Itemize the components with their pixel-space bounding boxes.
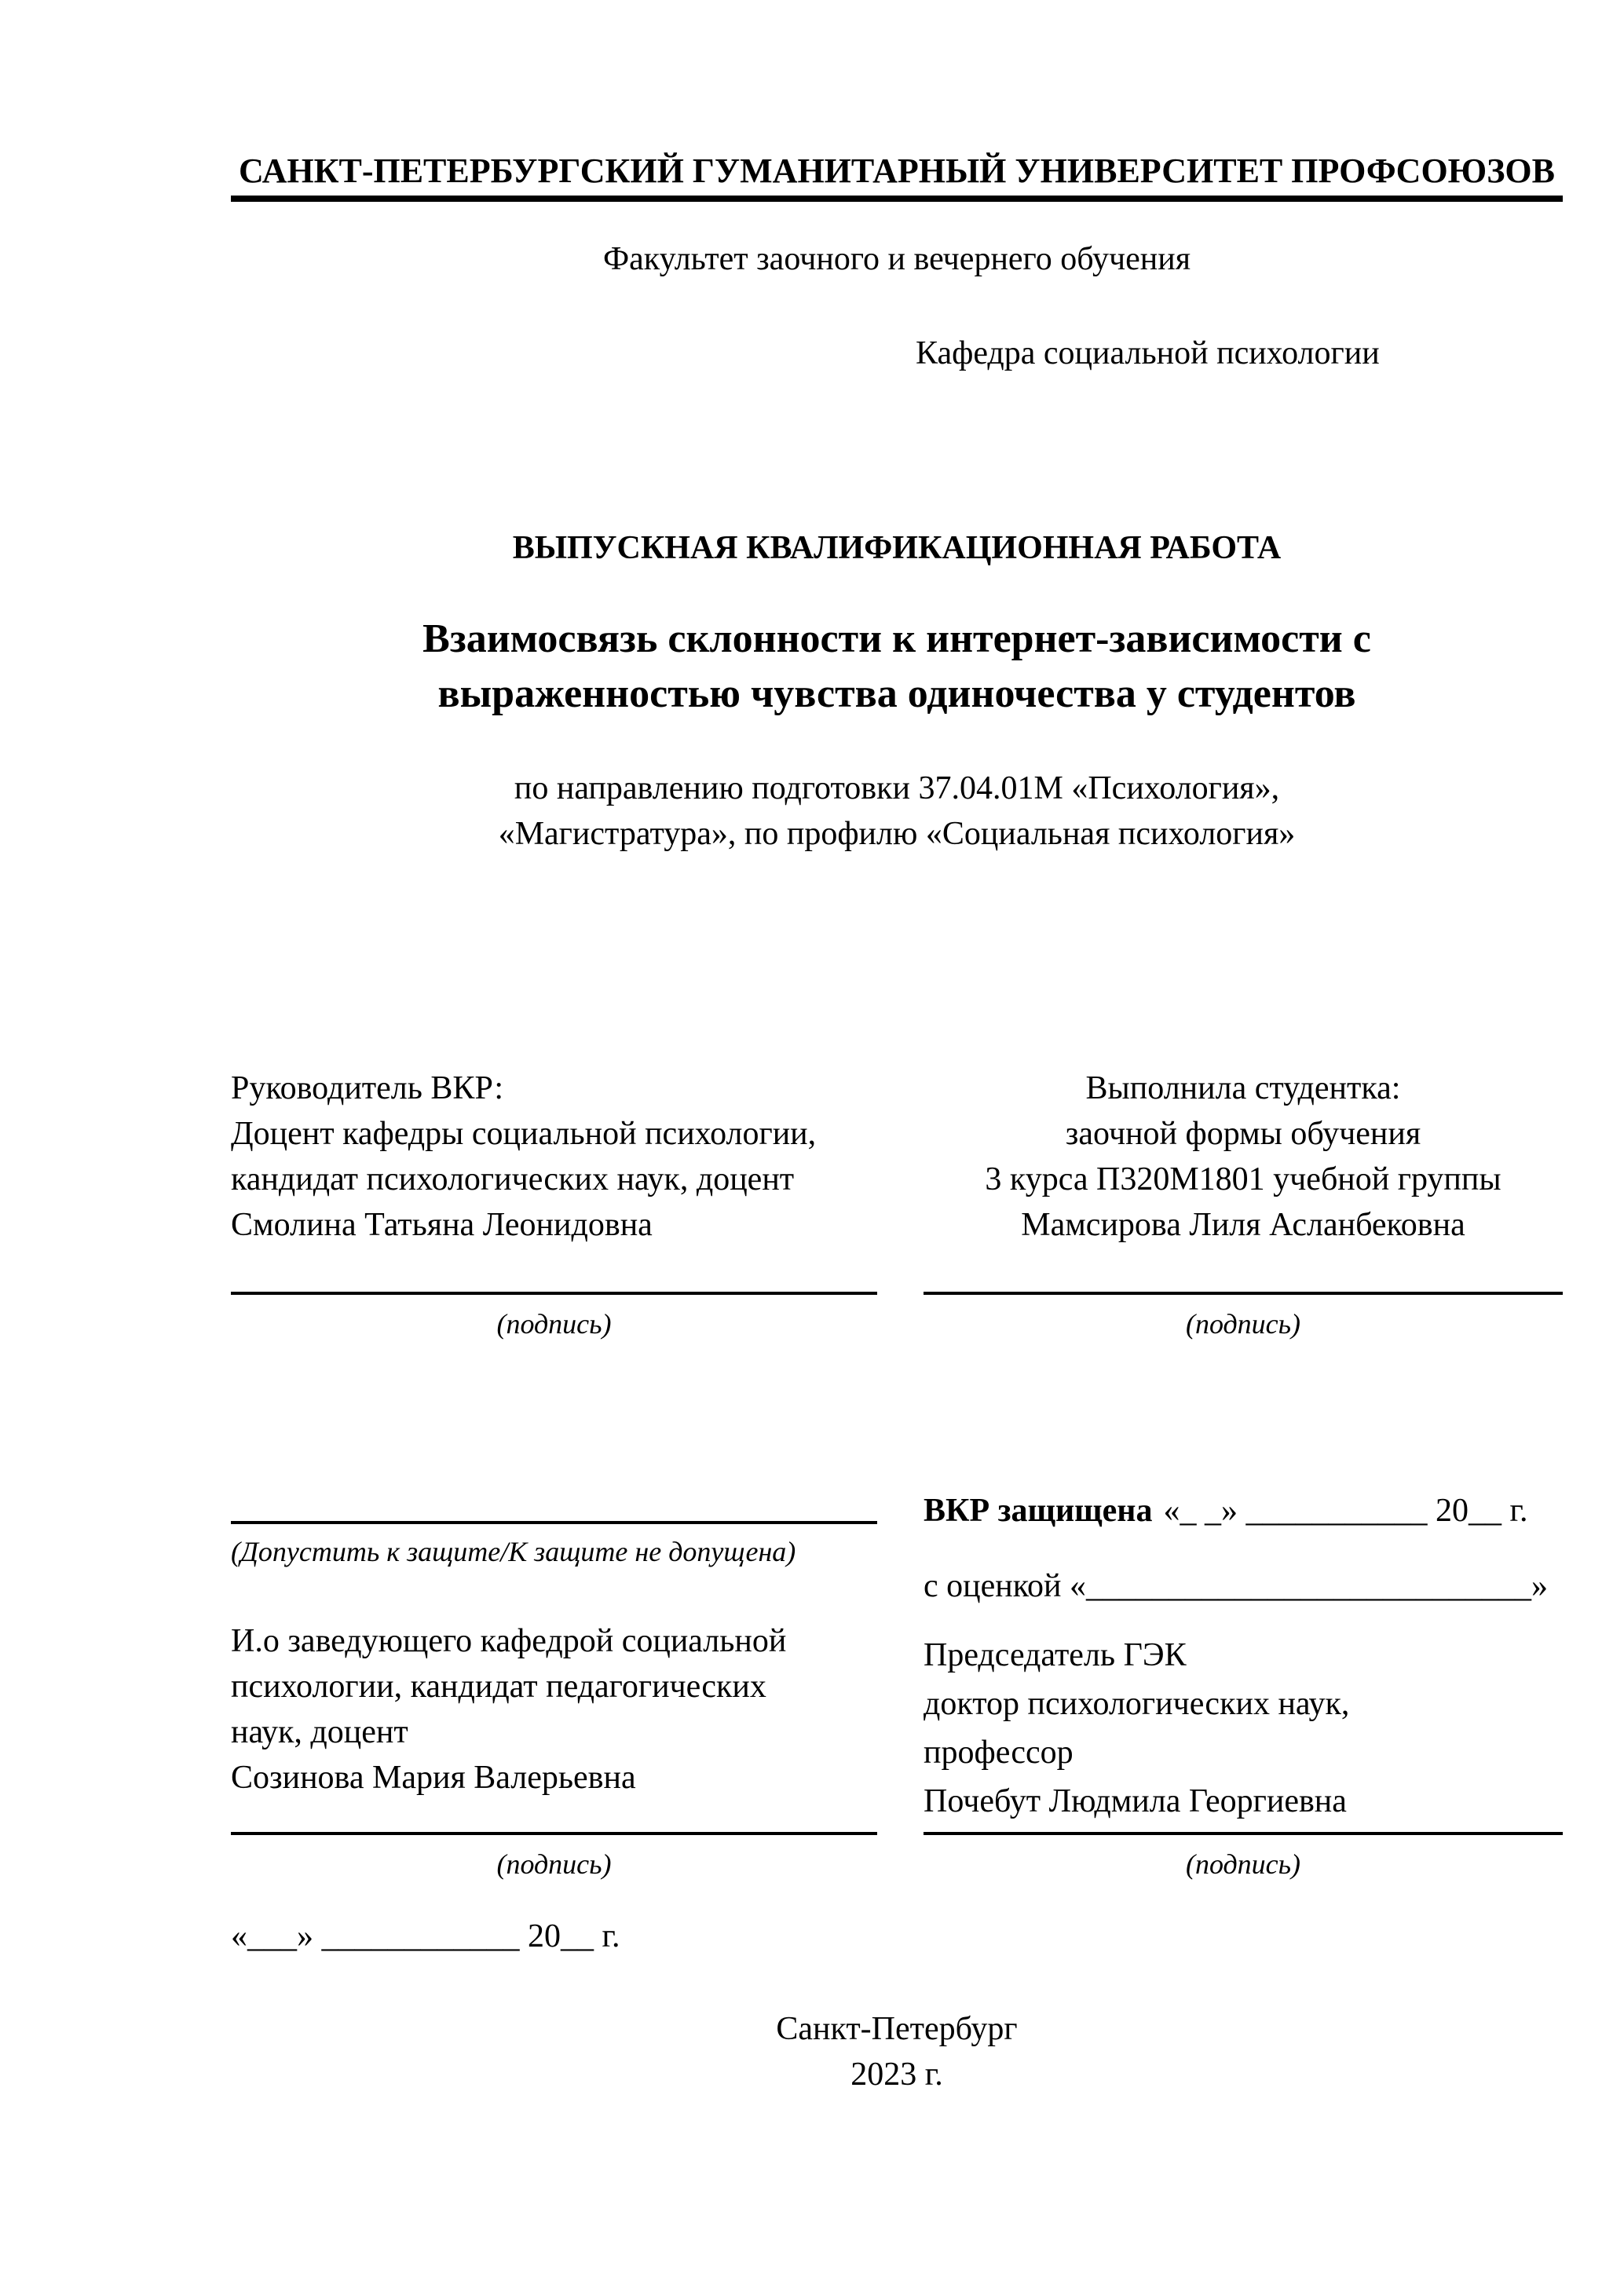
defense-block — [924, 1488, 1563, 1826]
student-name: Мамсирова Лиля Асланбековна — [1021, 1207, 1465, 1243]
head-name: Созинова Мария Валерьевна — [231, 1760, 636, 1796]
footer — [231, 2006, 1563, 2097]
admission-decision-line — [231, 1521, 877, 1524]
defense-grade-line: с оценкой «___________________________» — [924, 1568, 1548, 1604]
chairman-block — [924, 1631, 1563, 1826]
supervisor-signature-line — [231, 1292, 877, 1295]
thesis-title — [231, 612, 1563, 722]
supervisor-student-row — [231, 1066, 1563, 1340]
chairman-name: Почебут Людмила Георгиевна — [924, 1783, 1347, 1819]
header-rule — [231, 196, 1563, 202]
admission-decision-caption: (Допустить к защите/К защите не допущена) — [231, 1536, 796, 1567]
supervisor-position-line1: Доцент кафедры социальной психологии, — [231, 1116, 817, 1152]
chairman-role: Председатель ГЭК — [924, 1637, 1187, 1673]
footer-city: Санкт-Петербург — [776, 2011, 1018, 2047]
work-type-heading: ВЫПУСКНАЯ КВАЛИФИКАЦИОННАЯ РАБОТА — [512, 530, 1282, 566]
supervisor-role-label: Руководитель ВКР: — [231, 1070, 504, 1106]
head-position-line2: психологии, кандидат педагогических — [231, 1669, 766, 1705]
admission-date-blank: «___» ____________ 20__ г. — [231, 1918, 620, 1954]
admission-defense-row — [231, 1488, 1563, 1826]
program-line1: по направлению подготовки 37.04.01М «Психология», — [514, 770, 1280, 806]
head-position-line1: И.о заведующего кафедрой социальной — [231, 1623, 787, 1659]
admission-signature-line — [231, 1832, 877, 1835]
chairman-title: профессор — [924, 1735, 1074, 1771]
thesis-title-line1: Взаимосвязь склонности к интернет-зависимости с — [422, 616, 1371, 661]
thesis-title-line2: выраженностью чувства одиночества у студентов — [437, 671, 1356, 716]
admission-signature-caption: (подпись) — [496, 1848, 612, 1880]
student-signature-caption: (подпись) — [1185, 1308, 1301, 1340]
head-position-line3: наук, доцент — [231, 1714, 408, 1750]
university-name: САНКТ-ПЕТЕРБУРГСКИЙ ГУМАНИТАРНЫЙ УНИВЕРСИТЕТ ПРОФСОЮЗОВ — [238, 152, 1556, 190]
defense-date-line — [924, 1488, 1563, 1534]
student-block — [924, 1066, 1563, 1340]
defense-label: ВКР защищена — [924, 1493, 1153, 1529]
supervisor-name: Смолина Татьяна Леонидовна — [231, 1207, 653, 1243]
student-role-label: Выполнила студентка: — [1085, 1070, 1401, 1106]
supervisor-position-line2: кандидат психологических наук, доцент — [231, 1161, 795, 1197]
supervisor-block — [231, 1066, 877, 1340]
program-info — [231, 766, 1563, 857]
student-study-form: заочной формы обучения — [1065, 1116, 1421, 1152]
chairman-degree: доктор психологических наук, — [924, 1686, 1350, 1722]
defense-date-blank: «_ _» ___________ 20__ г. — [1163, 1493, 1528, 1529]
footer-year: 2023 г. — [850, 2057, 943, 2093]
supervisor-signature-caption: (подпись) — [496, 1308, 612, 1340]
admission-signature-block — [231, 1832, 877, 1959]
chairman-signature-caption: (подпись) — [1185, 1848, 1301, 1880]
program-line2: «Магистратура», по профилю «Социальная психология» — [498, 816, 1296, 852]
student-group: 3 курса П320М1801 учебной группы — [985, 1161, 1501, 1197]
department-line: Кафедра социальной психологии — [916, 335, 1380, 371]
admission-block — [231, 1488, 877, 1801]
faculty-line: Факультет заочного и вечернего обучения — [602, 241, 1191, 277]
bottom-signatures-row — [231, 1832, 1563, 1959]
chairman-signature-line — [924, 1832, 1563, 1835]
head-of-department-block — [231, 1618, 877, 1801]
chairman-signature-block — [924, 1832, 1563, 1881]
student-signature-line — [924, 1292, 1563, 1295]
